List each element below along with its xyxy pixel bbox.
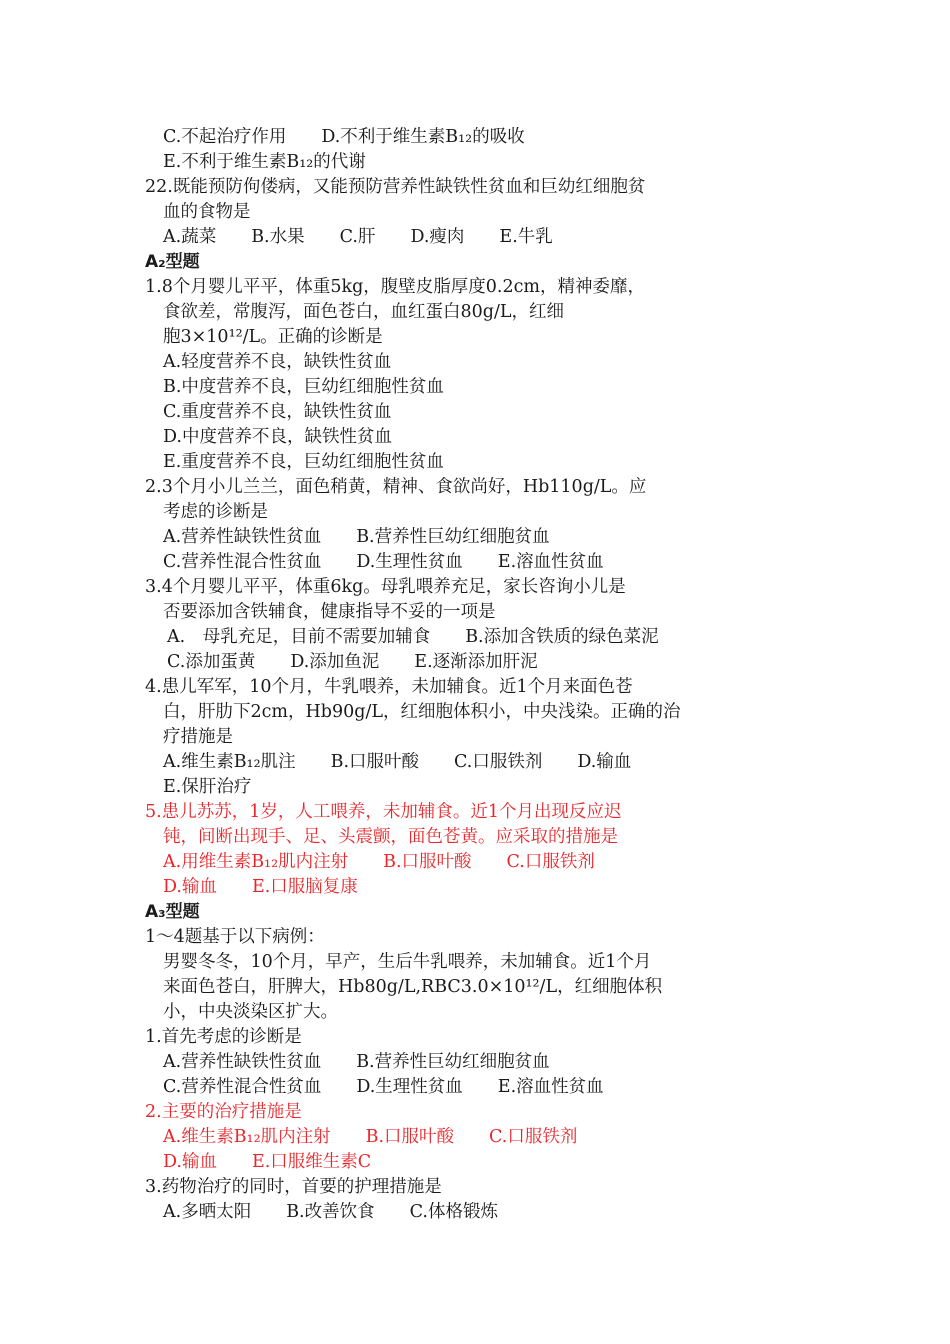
text-line: A.营养性缺铁性贫血 B.营养性巨幼红细胞贫血 xyxy=(163,527,550,547)
text-line: E.保肝治疗 xyxy=(163,777,252,797)
text-line: C.重度营养不良，缺铁性贫血 xyxy=(163,402,392,422)
text-line: C.不起治疗作用 D.不利于维生素B₁₂的吸收 xyxy=(163,127,525,147)
text-line: E.重度营养不良，巨幼红细胞性贫血 xyxy=(163,452,444,472)
text-line: 5.患儿苏苏，1岁，人工喂养，未加辅食。近1个月出现反应迟 xyxy=(145,802,622,822)
text-line: 小，中央淡染区扩大。 xyxy=(163,1002,338,1022)
text-line: 22.既能预防佝偻病，又能预防营养性缺铁性贫血和巨幼红细胞贫 xyxy=(145,177,646,197)
text-line: 疗措施是 xyxy=(163,727,233,747)
text-line: A.蔬菜 B.水果 C.肝 D.瘦肉 E.牛乳 xyxy=(163,227,553,247)
text-line: A.营养性缺铁性贫血 B.营养性巨幼红细胞贫血 xyxy=(163,1052,550,1072)
text-line: 男婴冬冬，10个月，早产，生后牛乳喂养，未加辅食。近1个月 xyxy=(163,952,652,972)
text-line: A.轻度营养不良，缺铁性贫血 xyxy=(163,352,392,372)
text-line: 钝，间断出现手、足、头震颤，面色苍黄。应采取的措施是 xyxy=(163,827,618,847)
text-line: 胞3×10¹²/L。正确的诊断是 xyxy=(163,327,383,347)
text-line: 血的食物是 xyxy=(163,202,251,222)
text-line: A. 母乳充足，目前不需要加辅食 B.添加含铁质的绿色菜泥 xyxy=(167,627,659,647)
text-line: 白，肝肋下2cm，Hb90g/L，红细胞体积小，中央浅染。正确的治 xyxy=(163,702,681,722)
text-line: 食欲差，常腹泻，面色苍白，血红蛋白80g/L，红细 xyxy=(163,302,564,322)
text-line: 考虑的诊断是 xyxy=(163,502,268,522)
text-line: A.多晒太阳 B.改善饮食 C.体格锻炼 xyxy=(163,1202,498,1222)
text-line: 4.患儿军军，10个月，牛乳喂养，未加辅食。近1个月来面色苍 xyxy=(145,677,633,697)
section-heading: A₃型题 xyxy=(145,902,200,922)
text-line: A.维生素B₁₂肌注 B.口服叶酸 C.口服铁剂 D.输血 xyxy=(163,752,632,772)
text-line: C.添加蛋黄 D.添加鱼泥 E.逐渐添加肝泥 xyxy=(167,652,538,672)
text-line: 2.3个月小儿兰兰，面色稍黄，精神、食欲尚好，Hb110g/L。应 xyxy=(145,477,647,497)
text-line: 2.主要的治疗措施是 xyxy=(145,1102,302,1122)
text-line: D.输血 E.口服维生素C xyxy=(163,1152,372,1172)
text-line: 否要添加含铁辅食，健康指导不妥的一项是 xyxy=(163,602,496,622)
text-line: 3.4个月婴儿平平，体重6kg。母乳喂养充足，家长咨询小儿是 xyxy=(145,577,626,597)
text-line: 3.药物治疗的同时，首要的护理措施是 xyxy=(145,1177,442,1197)
text-line: E.不利于维生素B₁₂的代谢 xyxy=(163,152,366,172)
text-line: D.中度营养不良，缺铁性贫血 xyxy=(163,427,392,447)
text-line: B.中度营养不良，巨幼红细胞性贫血 xyxy=(163,377,444,397)
text-line: C.营养性混合性贫血 D.生理性贫血 E.溶血性贫血 xyxy=(163,1077,604,1097)
text-line: 1～4题基于以下病例： xyxy=(145,927,325,947)
text-line: C.营养性混合性贫血 D.生理性贫血 E.溶血性贫血 xyxy=(163,552,604,572)
text-line: 1.首先考虑的诊断是 xyxy=(145,1027,302,1047)
text-line: A.用维生素B₁₂肌内注射 B.口服叶酸 C.口服铁剂 xyxy=(163,852,595,872)
text-line: D.输血 E.口服脑复康 xyxy=(163,877,358,897)
section-heading: A₂型题 xyxy=(145,252,200,272)
text-line: 1.8个月婴儿平平，体重5kg，腹壁皮脂厚度0.2cm，精神委靡， xyxy=(145,277,645,297)
text-line: A.维生素B₁₂肌内注射 B.口服叶酸 C.口服铁剂 xyxy=(163,1127,578,1147)
text-line: 来面色苍白，肝脾大，Hb80g/L,RBC3.0×10¹²/L，红细胞体积 xyxy=(163,977,663,997)
